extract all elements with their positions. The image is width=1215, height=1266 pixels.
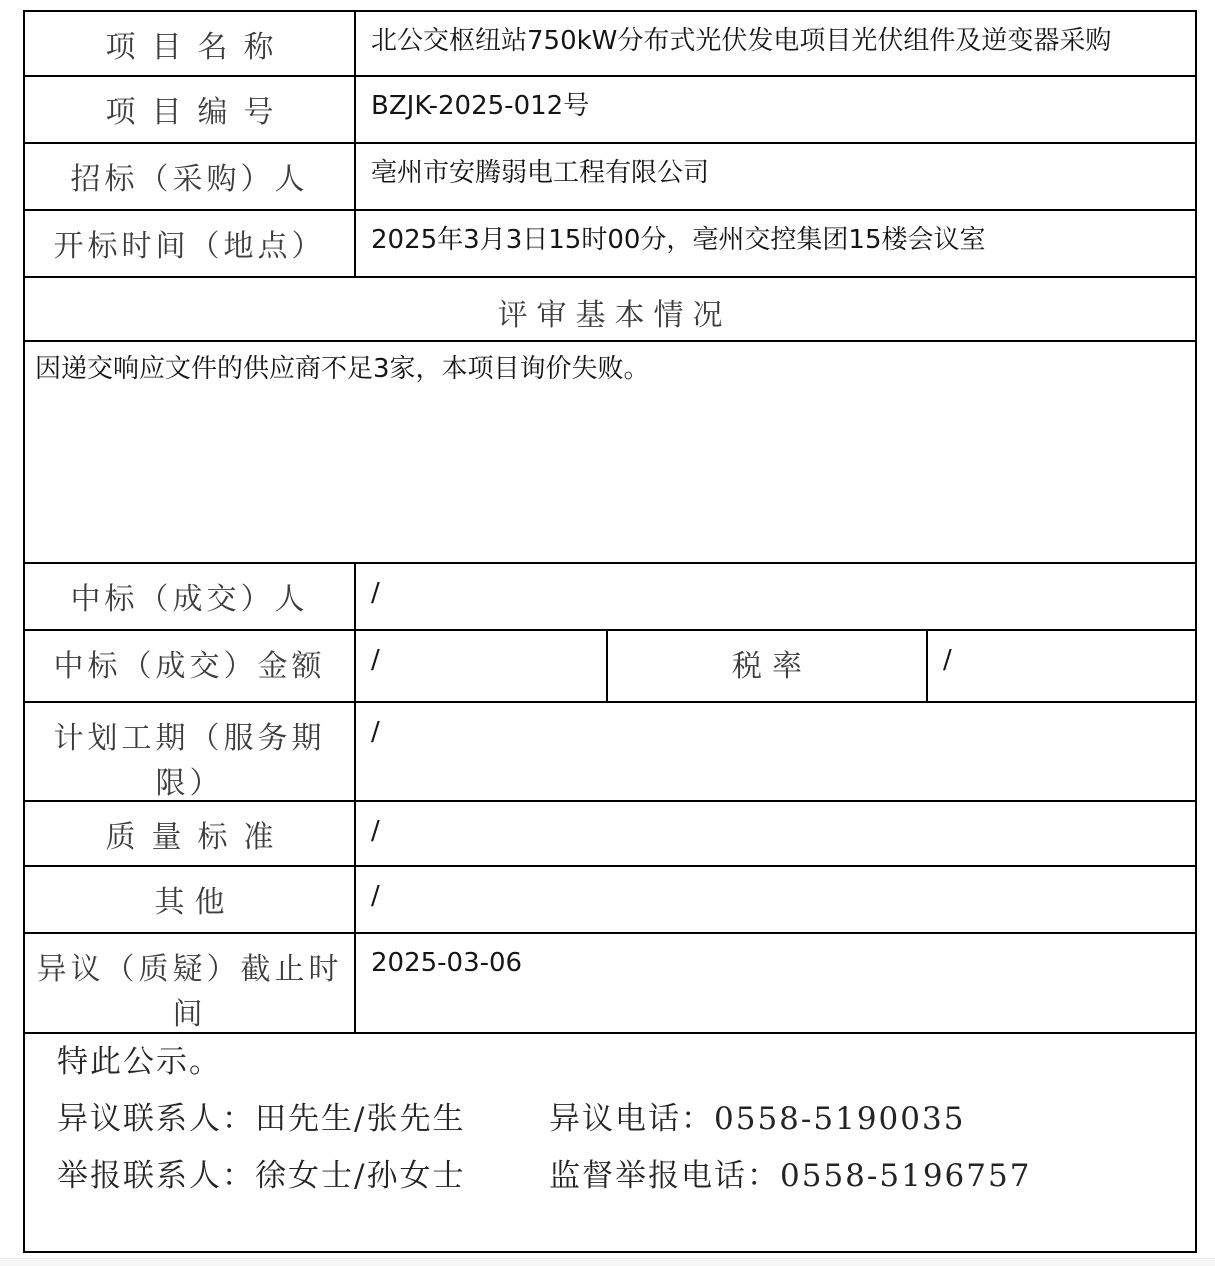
row-other bbox=[25, 865, 1195, 932]
objection-deadline-label: 异议（质疑）截止时间 bbox=[36, 952, 343, 1032]
row-section-header bbox=[25, 276, 1195, 340]
row-winner bbox=[25, 562, 1195, 629]
winner-label: 中标（成交）人 bbox=[70, 582, 309, 617]
purchaser-value: 亳州市安腾弱电工程有限公司 bbox=[354, 144, 1195, 209]
row-duration bbox=[25, 701, 1195, 800]
row-objection-deadline bbox=[25, 932, 1195, 1032]
purchaser-label: 招标（采购）人 bbox=[70, 162, 309, 197]
project-number-value: BZJK-2025-012号 bbox=[354, 77, 1195, 142]
row-project-number bbox=[25, 75, 1195, 142]
row-review-result bbox=[25, 340, 1195, 562]
section-header-title: 评审基本情况 bbox=[497, 298, 732, 333]
amount-value: / bbox=[354, 631, 606, 701]
objection-contact: 异议联系人：田先生/张先生 bbox=[57, 1101, 466, 1137]
review-result-text: 因递交响应文件的供应商不足3家，本项目询价失败。 bbox=[35, 354, 650, 384]
duration-value: / bbox=[354, 703, 1195, 800]
procurement-result-table bbox=[23, 10, 1197, 1253]
footer-block bbox=[25, 1034, 1195, 1251]
quality-label: 质量标准 bbox=[105, 820, 290, 855]
row-project-name bbox=[25, 12, 1195, 75]
footer-report-line bbox=[57, 1155, 1185, 1197]
row-quality bbox=[25, 800, 1195, 865]
footer-objection-line bbox=[57, 1098, 1185, 1140]
quality-value: / bbox=[354, 802, 1195, 865]
project-name-label: 项目名称 bbox=[105, 30, 290, 65]
report-contact: 举报联系人：徐女士/孙女士 bbox=[57, 1158, 466, 1194]
tax-rate-value: / bbox=[926, 631, 1195, 701]
winner-value: / bbox=[354, 564, 1195, 629]
duration-label: 计划工期（服务期限） bbox=[53, 721, 326, 800]
project-number-label: 项目编号 bbox=[105, 95, 290, 130]
tax-rate-label: 税率 bbox=[606, 631, 926, 701]
bid-opening-label: 开标时间（地点） bbox=[53, 229, 326, 264]
project-name-value: 北公交枢纽站750kW分布式光伏发电项目光伏组件及逆变器采购 bbox=[354, 12, 1195, 75]
other-label: 其他 bbox=[154, 885, 235, 920]
report-phone: 监督举报电话：0558-5196757 bbox=[549, 1158, 1032, 1194]
footer-notice: 特此公示。 bbox=[57, 1044, 222, 1080]
objection-phone: 异议电话：0558-5190035 bbox=[549, 1101, 966, 1137]
row-bid-opening bbox=[25, 209, 1195, 276]
row-footer bbox=[25, 1032, 1195, 1251]
row-amount bbox=[25, 629, 1195, 701]
other-value: / bbox=[354, 867, 1195, 932]
row-purchaser bbox=[25, 142, 1195, 209]
objection-deadline-value: 2025-03-06 bbox=[354, 934, 1195, 1032]
amount-label: 中标（成交）金额 bbox=[53, 649, 326, 684]
bid-opening-value: 2025年3月3日15时00分，亳州交控集团15楼会议室 bbox=[354, 211, 1195, 276]
